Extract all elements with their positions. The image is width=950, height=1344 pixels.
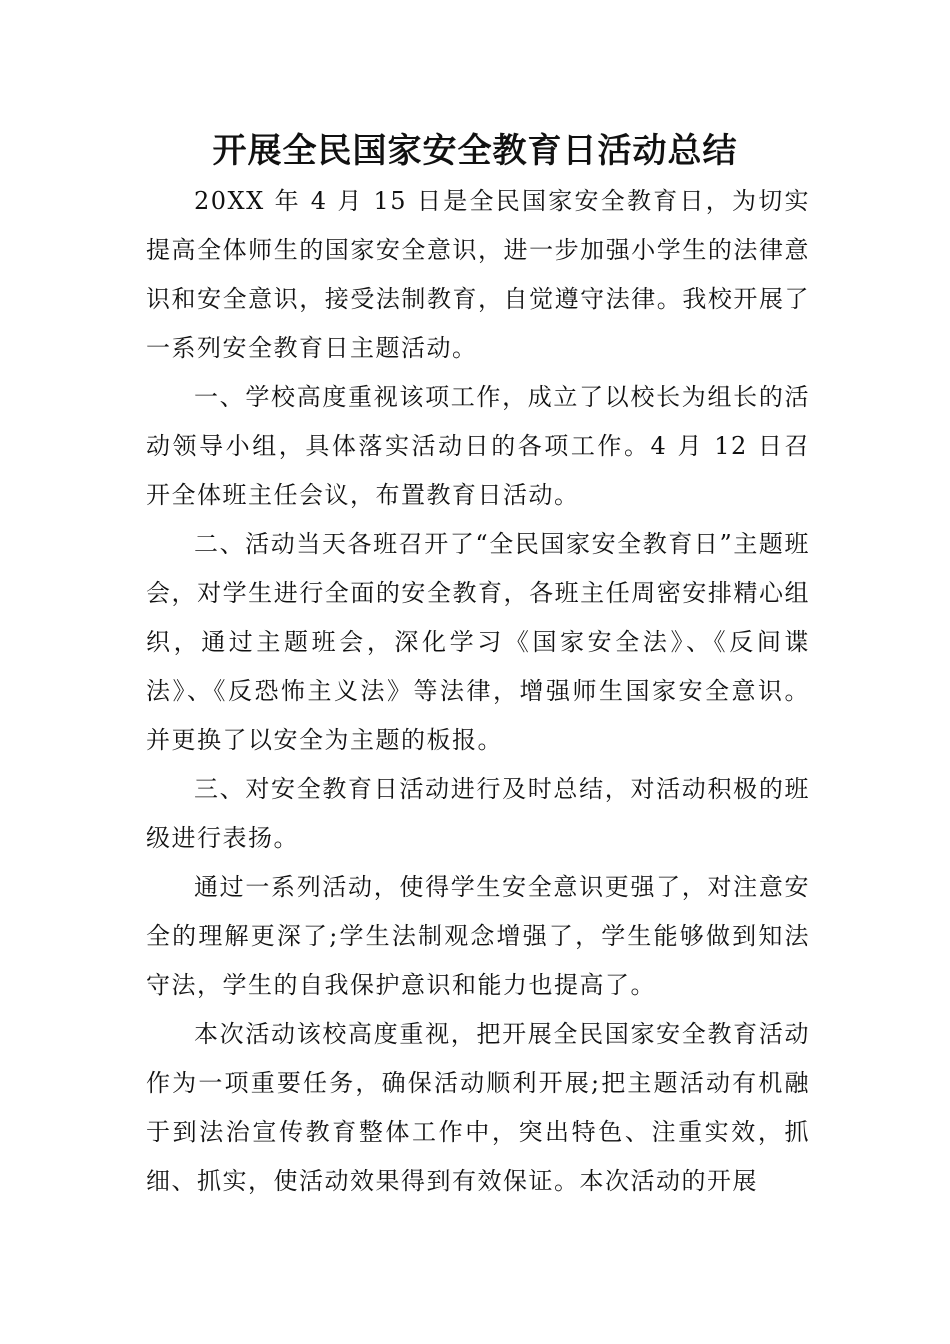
paragraph-item-one: 一、学校高度重视该项工作，成立了以校长为组长的活动领导小组，具体落实活动日的各项工作。4 月 12 日召开全体班主任会议，布置教育日活动。	[146, 383, 810, 509]
document-body	[146, 177, 810, 1206]
paragraph-item-three: 三、对安全教育日活动进行及时总结，对活动积极的班级进行表扬。	[146, 775, 810, 852]
paragraph-intro: 20XX 年 4 月 15 日是全民国家安全教育日，为切实提高全体师生的国家安全意识，进一步加强小学生的法律意识和安全意识，接受法制教育，自觉遵守法律。我校开展了一系列安全教育日主题活动。	[146, 187, 810, 362]
paragraph-item-two: 二、活动当天各班召开了“全民国家安全教育日”主题班会，对学生进行全面的安全教育，各班主任周密安排精心组织，通过主题班会，深化学习《国家安全法》、《反间谍法》、《反恐怖主义法》等法律，增强师生国家安全意识。并更换了以安全为主题的板报。	[146, 530, 810, 754]
paragraph-conclusion: 本次活动该校高度重视，把开展全民国家安全教育活动作为一项重要任务，确保活动顺利开展;把主题活动有机融于到法治宣传教育整体工作中，突出特色、注重实效，抓细、抓实，使活动效果得到有效保证。本次活动的开展	[146, 1020, 810, 1195]
paragraph-results: 通过一系列活动，使得学生安全意识更强了，对注意安全的理解更深了;学生法制观念增强了，学生能够做到知法守法，学生的自我保护意识和能力也提高了。	[146, 873, 810, 999]
document-title: 开展全民国家安全教育日活动总结	[212, 131, 738, 171]
